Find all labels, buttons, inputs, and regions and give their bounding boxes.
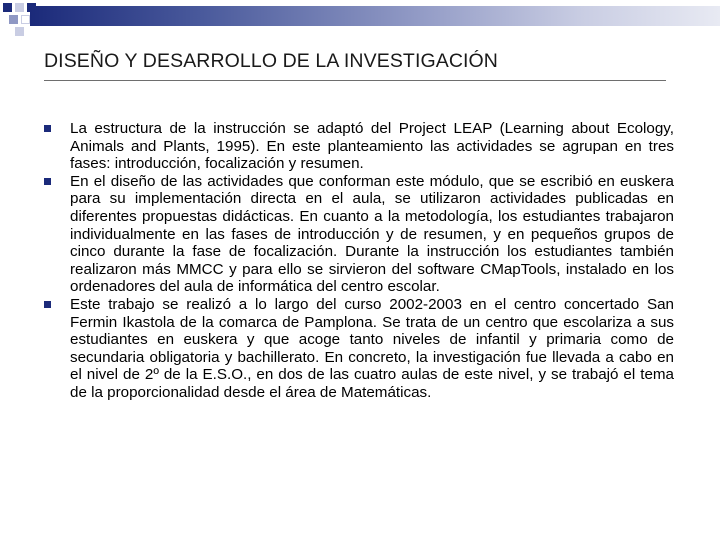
decor-square (3, 3, 12, 12)
title-divider (44, 80, 666, 81)
square-bullet-icon (44, 125, 51, 132)
square-bullet-icon (44, 178, 51, 185)
bullet-text: La estructura de la instrucción se adaptó del Project LEAP (Learning about Ecology, Animals and Plants, 1995). En este planteamiento las actividades se agrupan en tres fases: introducción, focalización y resumen. (70, 120, 674, 173)
decor-square (15, 3, 24, 12)
square-bullet-icon (44, 301, 51, 308)
bullet-item (44, 120, 674, 173)
decor-square (9, 15, 18, 24)
bullet-item (44, 173, 674, 296)
bullet-text: Este trabajo se realizó a lo largo del curso 2002-2003 en el centro concertado San Fermin Ikastola de la comarca de Pamplona. Se trata de un centro que escolariza a sus estudiantes en euskera y que acoge tanto niveles de infantil y primaria como de secundaria obligatoria y bachillerato. En concreto, la investigación fue llevada a cabo en el nivel de 2º de la E.S.O., en dos de las cuatro aulas de este nivel, y se trabajó el tema de la proporcionalidad desde el área de Matemáticas. (70, 295, 674, 401)
slide-title: DISEÑO Y DESARROLLO DE LA INVESTIGACIÓN (44, 50, 498, 72)
bullet-item (44, 296, 674, 402)
decor-square (21, 15, 30, 24)
bullet-text: En el diseño de las actividades que conforman este módulo, que se escribió en euskera para su implementación directa en el aula, se utilizaron actividades publicadas en diferentes propuestas didácticas. En cuanto a la metodología, los estudiantes trabajaron individualmente en las fases de introducción y de resumen, y en pequeños grupos de cinco durante la fase de focalización. Durante la instrucción los estudiantes también realizaron más MMCC y para ello se sirvieron del software CMapTools, instalado en los ordenadores del aula de informática del centro escolar. (70, 172, 674, 296)
bullet-list (44, 120, 674, 402)
header-gradient-band (30, 6, 720, 26)
decor-square (15, 27, 24, 36)
